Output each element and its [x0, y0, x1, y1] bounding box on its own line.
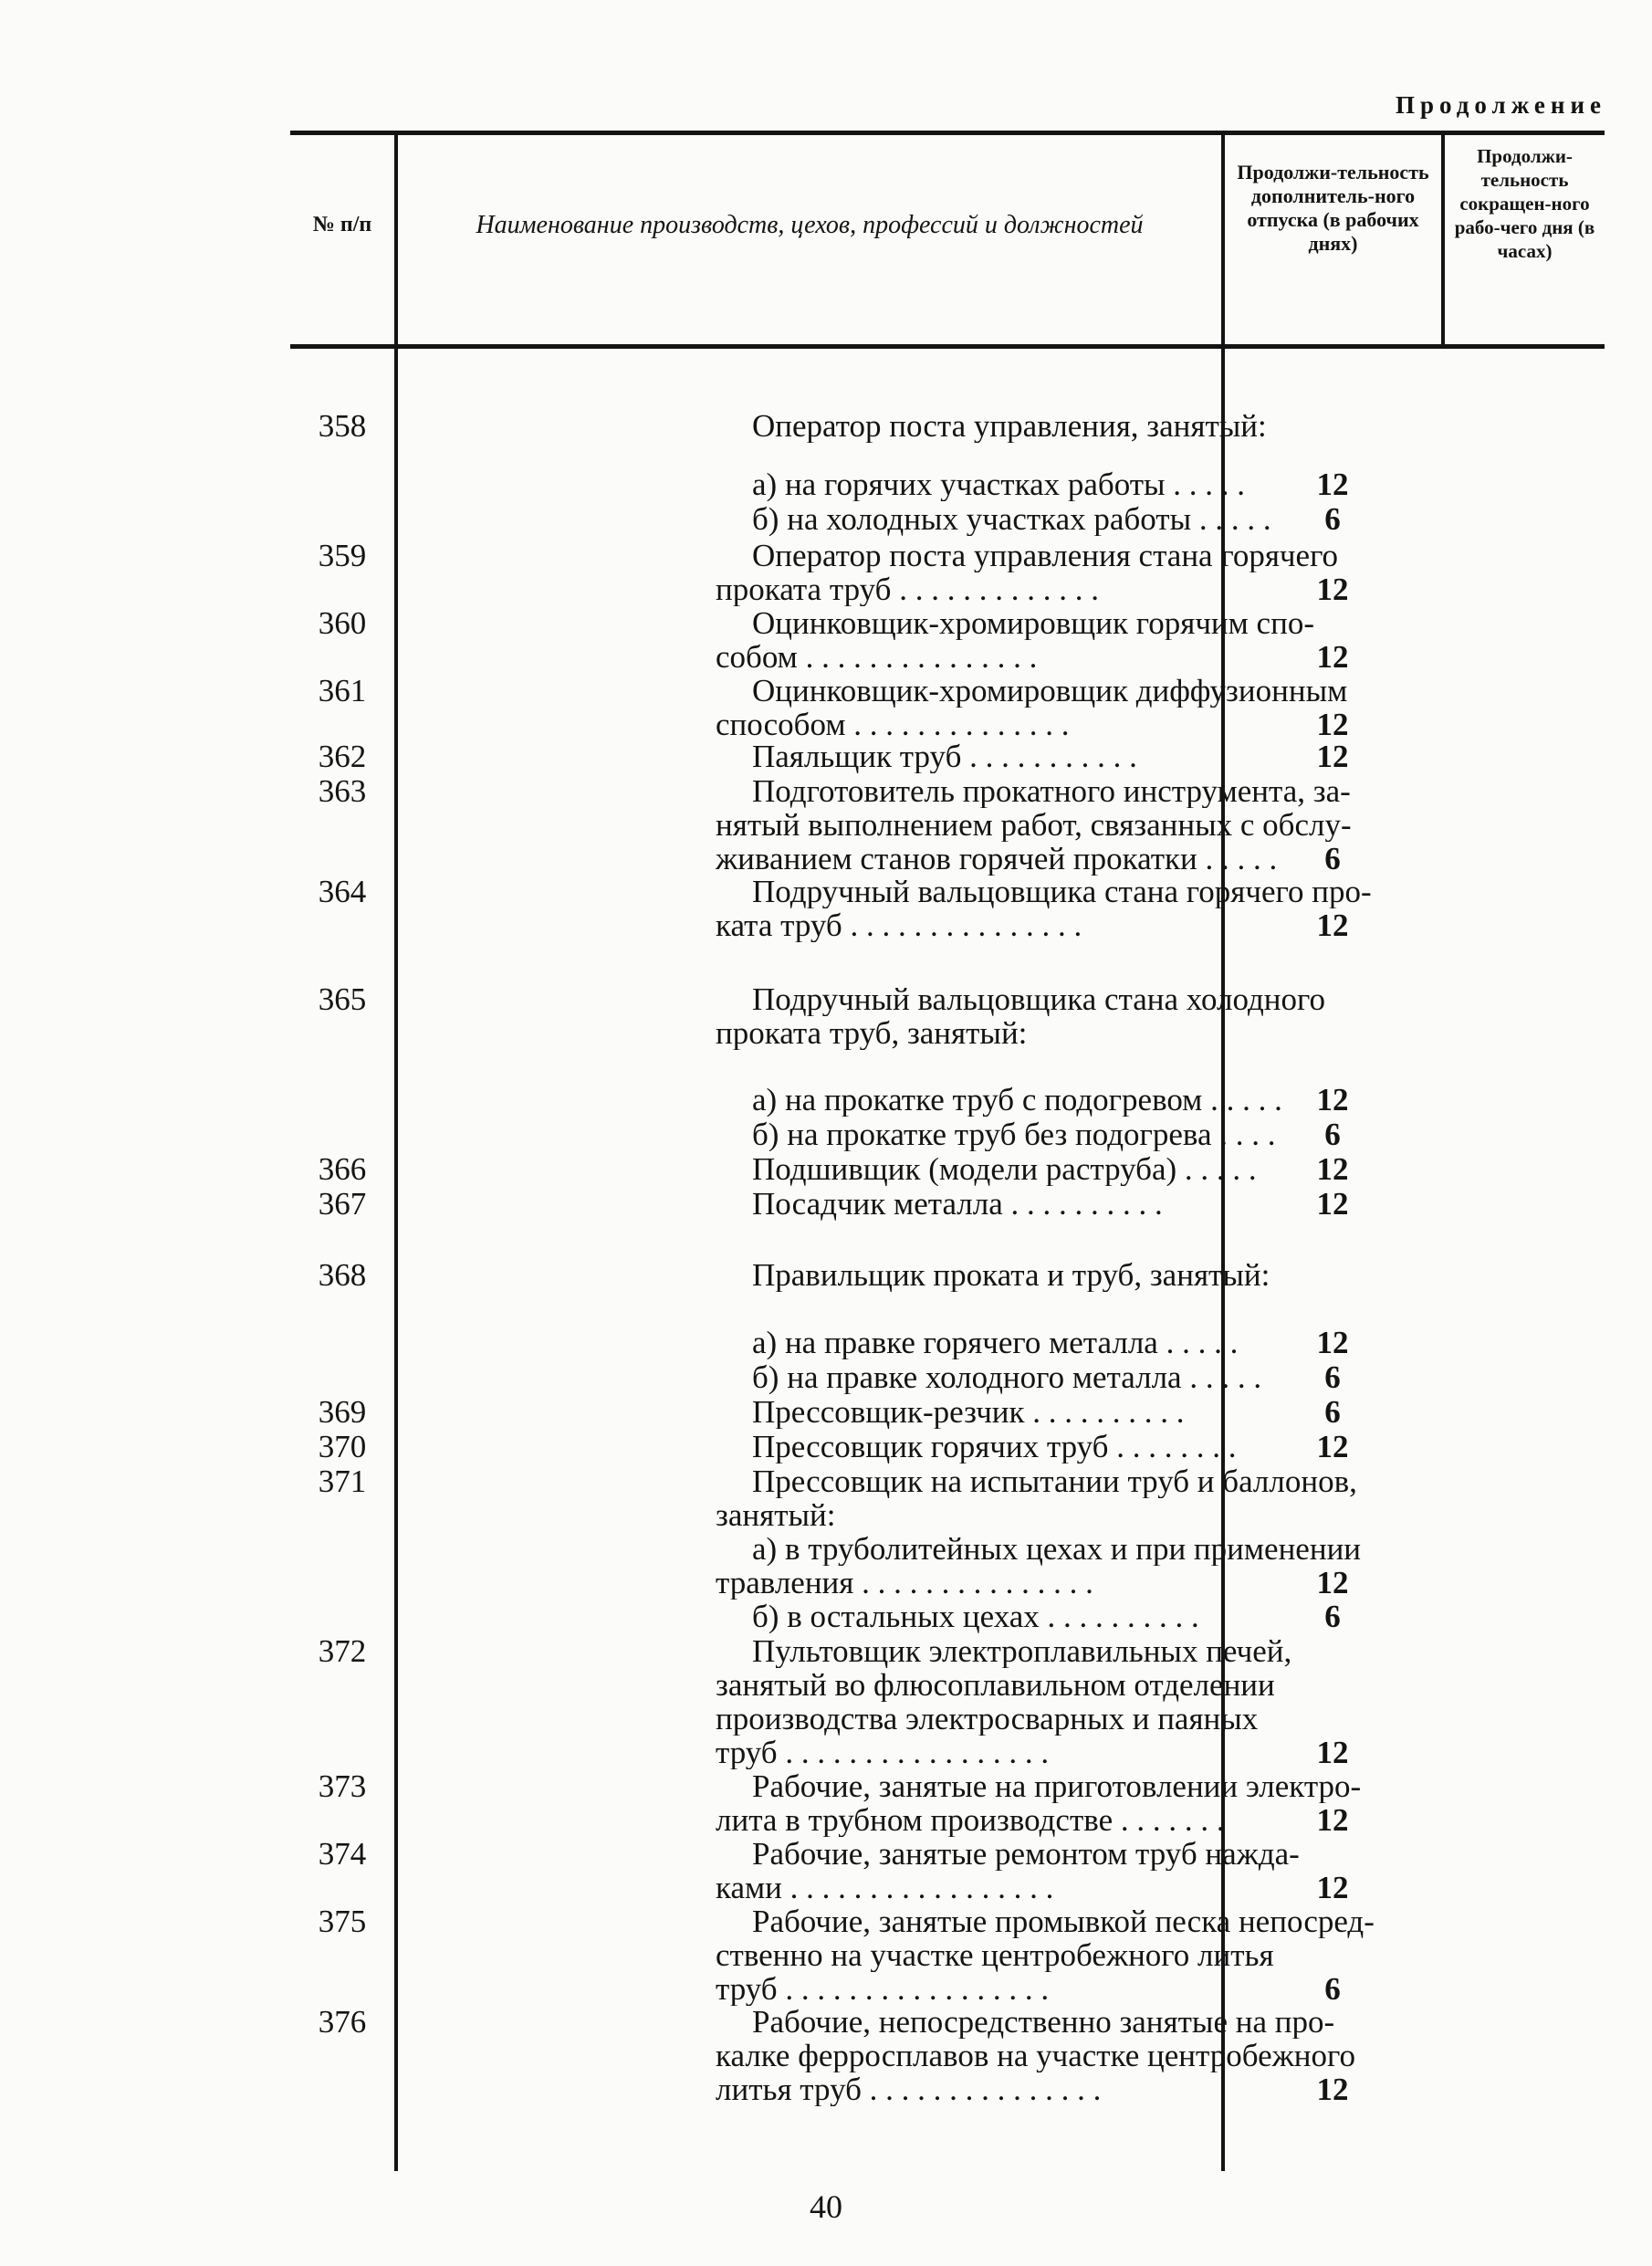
row-name-line: проката труб, занятый:	[716, 1016, 1028, 1050]
table-header-rule	[290, 344, 1605, 349]
row-name-line: Подготовитель прокатного инструмента, за-	[752, 774, 1351, 808]
row-number: 372	[318, 1633, 367, 1669]
row-number: 366	[318, 1151, 367, 1187]
row-name-line: Рабочие, занятые промывкой песка непосред-	[752, 1904, 1375, 1938]
row-name-line: Оператор поста управления, занятый:	[752, 409, 1267, 443]
row-name-line: Рабочие, непосредственно занятые на про-	[752, 2005, 1335, 2039]
row-name-line: Паяльщик труб . . . . . . . . . . .	[752, 740, 1137, 773]
row-vacation-days: 12	[1316, 1802, 1349, 1838]
row-name-line: Прессовщик горячих труб . . . . . . . .	[752, 1430, 1237, 1463]
row-name-line: б) на правке холодного металла . . . . .	[752, 1360, 1262, 1394]
row-name-line: а) в труболитейных цехах и при применении	[752, 1532, 1362, 1566]
row-name-line: лита в трубном производстве . . . . . . .	[716, 1803, 1225, 1837]
row-number: 370	[318, 1429, 367, 1464]
row-name-line: Прессовщик на испытании труб и баллонов,	[752, 1464, 1357, 1498]
row-name-line: б) на прокатке труб без подогрева . . . .	[752, 1117, 1276, 1151]
row-name	[716, 982, 1504, 1050]
row-number: 374	[318, 1836, 367, 1872]
row-name-line: травления . . . . . . . . . . . . . . .	[716, 1566, 1093, 1600]
row-name-line: а) на прокатке труб с подогревом . . . . .	[752, 1083, 1282, 1117]
row-name-line: Подручный вальцовщика стана холодного	[752, 982, 1325, 1016]
column-header-vacation: Продолжи-тельность дополнитель-ного отпуска (в рабочих днях)	[1237, 161, 1429, 255]
column-header-hours: Продолжи-тельность сокращен-ного рабо-чего дня (в часах)	[1454, 145, 1595, 262]
row-name-line: проката труб . . . . . . . . . . . . .	[716, 572, 1099, 606]
table-top-rule	[290, 131, 1605, 135]
row-number: 376	[318, 2004, 367, 2040]
continuation-label: Продолжение	[1396, 91, 1606, 119]
row-name-line: труб . . . . . . . . . . . . . . . . .	[716, 1736, 1050, 1769]
row-number: 368	[318, 1257, 367, 1293]
row-vacation-days: 12	[1316, 1186, 1349, 1222]
row-vacation-days: 12	[1316, 1325, 1349, 1360]
row-name-line: ката труб . . . . . . . . . . . . . . .	[716, 908, 1082, 942]
row-name-line: ками . . . . . . . . . . . . . . . . .	[716, 1871, 1054, 1904]
row-name-line: Посадчик металла . . . . . . . . . .	[752, 1187, 1163, 1221]
row-vacation-days: 12	[1316, 572, 1349, 607]
row-vacation-days: 6	[1324, 1971, 1341, 2007]
row-vacation-days: 6	[1324, 1394, 1341, 1430]
row-vacation-days: 6	[1324, 1117, 1341, 1152]
row-name-line: Рабочие, занятые ремонтом труб нажда-	[752, 1837, 1300, 1871]
row-number: 373	[318, 1768, 367, 1804]
row-number: 371	[318, 1463, 367, 1499]
row-vacation-days: 12	[1316, 1870, 1349, 1905]
column-header-number: № п/п	[312, 213, 372, 236]
row-name	[716, 409, 1504, 443]
row-name-line: калке ферросплавов на участке центробежного	[716, 2039, 1356, 2072]
row-name-line: Оцинковщик-хромировщик горячим спо-	[752, 606, 1314, 640]
row-name	[716, 1464, 1504, 1532]
row-name-line: Пультовщик электроплавильных печей,	[752, 1634, 1292, 1668]
row-number: 365	[318, 981, 367, 1017]
row-name-line: а) на правке горячего металла . . . . .	[752, 1326, 1239, 1359]
row-number: 375	[318, 1904, 367, 1939]
row-vacation-days: 12	[1316, 1429, 1349, 1464]
row-name-line: Оцинковщик-хромировщик диффузионным	[752, 674, 1348, 708]
row-vacation-days: 6	[1324, 1359, 1341, 1395]
row-name-line: труб . . . . . . . . . . . . . . . . .	[716, 1972, 1050, 2006]
row-name-line: Подшивщик (модели раструба) . . . . .	[752, 1152, 1257, 1186]
row-number: 363	[318, 773, 367, 809]
row-number: 360	[318, 605, 367, 641]
row-vacation-days: 12	[1316, 739, 1349, 774]
row-name-line: Прессовщик-резчик . . . . . . . . . .	[752, 1395, 1185, 1429]
page-number: 40	[810, 2188, 842, 2225]
row-number: 362	[318, 739, 367, 774]
row-name-line: б) в остальных цехах . . . . . . . . . .	[752, 1600, 1199, 1633]
row-vacation-days: 12	[1316, 1082, 1349, 1117]
row-name-line: Подручный вальцовщика стана горячего про-	[752, 875, 1372, 908]
row-number: 359	[318, 538, 367, 573]
row-name	[716, 1258, 1504, 1292]
row-name-line: занятый во флюсоплавильном отделении	[716, 1668, 1275, 1702]
row-number: 369	[318, 1394, 367, 1430]
row-name-line: а) на горячих участках работы . . . . .	[752, 467, 1246, 501]
row-number: 358	[318, 408, 367, 444]
row-vacation-days: 12	[1316, 2072, 1349, 2107]
row-name-line: литья труб . . . . . . . . . . . . . . .	[716, 2072, 1102, 2106]
row-name-line: собом . . . . . . . . . . . . . . .	[716, 640, 1038, 674]
row-vacation-days: 12	[1316, 467, 1349, 502]
row-name-line: ственно на участке центробежного литья	[716, 1938, 1274, 1972]
row-name-line: нятый выполнением работ, связанных с обслу-	[716, 808, 1352, 842]
row-vacation-days: 12	[1316, 707, 1349, 742]
row-number: 361	[318, 673, 367, 708]
row-name-line: б) на холодных участках работы . . . . .	[752, 502, 1271, 536]
row-vacation-days: 6	[1324, 841, 1341, 876]
column-header-name: Наименование производств, цехов, профессий и должностей	[476, 211, 1144, 239]
column-divider-1	[394, 133, 398, 2171]
row-name-line: способом . . . . . . . . . . . . . .	[716, 708, 1070, 741]
row-vacation-days: 6	[1324, 501, 1341, 537]
row-number: 367	[318, 1186, 367, 1222]
row-vacation-days: 12	[1316, 907, 1349, 943]
row-vacation-days: 12	[1316, 1735, 1349, 1770]
row-name-line: живанием станов горячей прокатки . . . . .	[716, 842, 1278, 876]
row-name-line: Оператор поста управления стана горячего	[752, 539, 1339, 572]
row-vacation-days: 6	[1324, 1599, 1341, 1634]
row-name-line: производства электросварных и паяных	[716, 1702, 1259, 1736]
row-name-line: Правильщик проката и труб, занятый:	[752, 1258, 1270, 1292]
row-vacation-days: 12	[1316, 639, 1349, 675]
row-number: 364	[318, 874, 367, 909]
row-vacation-days: 12	[1316, 1565, 1349, 1600]
row-name-line: занятый:	[716, 1498, 836, 1532]
row-vacation-days: 12	[1316, 1151, 1349, 1187]
row-name-line: Рабочие, занятые на приготовлении электро-	[752, 1769, 1362, 1803]
